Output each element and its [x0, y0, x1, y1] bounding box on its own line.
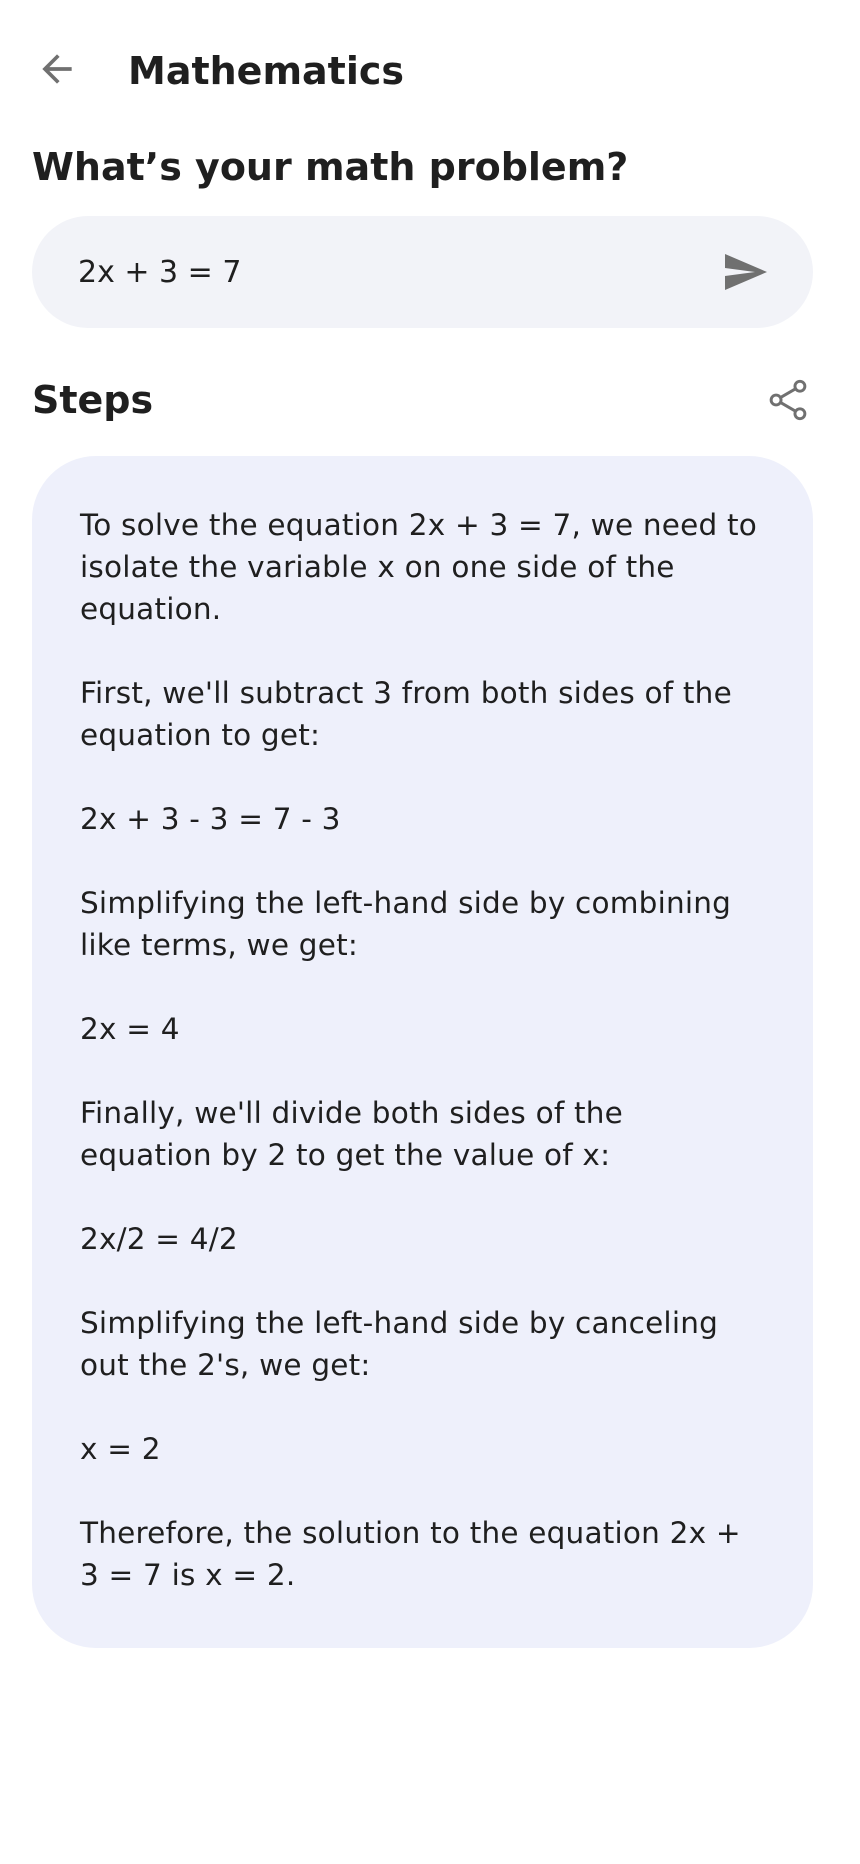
app-bar — [0, 0, 860, 146]
math-problem-input[interactable] — [78, 244, 678, 300]
steps-heading: Steps — [32, 378, 154, 422]
back-button[interactable] — [24, 36, 90, 102]
math-problem-input-container — [32, 216, 813, 328]
send-button[interactable] — [713, 240, 777, 304]
steps-content: To solve the equation 2x + 3 = 7, we need to isolate the variable x on one side of the equation. First, we'll subtract 3 from both sides of the equation to get: 2x + 3 - 3 = 7 - 3 Simplifying the left-hand side by combining like terms, we get: 2x = 4 Finally, we'll divide both sides of the equation by 2 to get the value of x: 2x/2 = 4/2 Simplifying the left-hand side by canceling out the 2's, we get: x = 2 Therefore, the solution to the equation 2x + 3 = 7 is x = 2. — [80, 508, 757, 1592]
prompt-heading: What’s your math problem? — [32, 145, 629, 189]
share-button[interactable] — [760, 372, 816, 428]
send-icon — [719, 248, 771, 296]
page-title: Mathematics — [128, 49, 405, 93]
arrow-back-icon — [35, 47, 79, 91]
share-icon — [766, 377, 810, 423]
steps-card — [32, 456, 813, 1648]
